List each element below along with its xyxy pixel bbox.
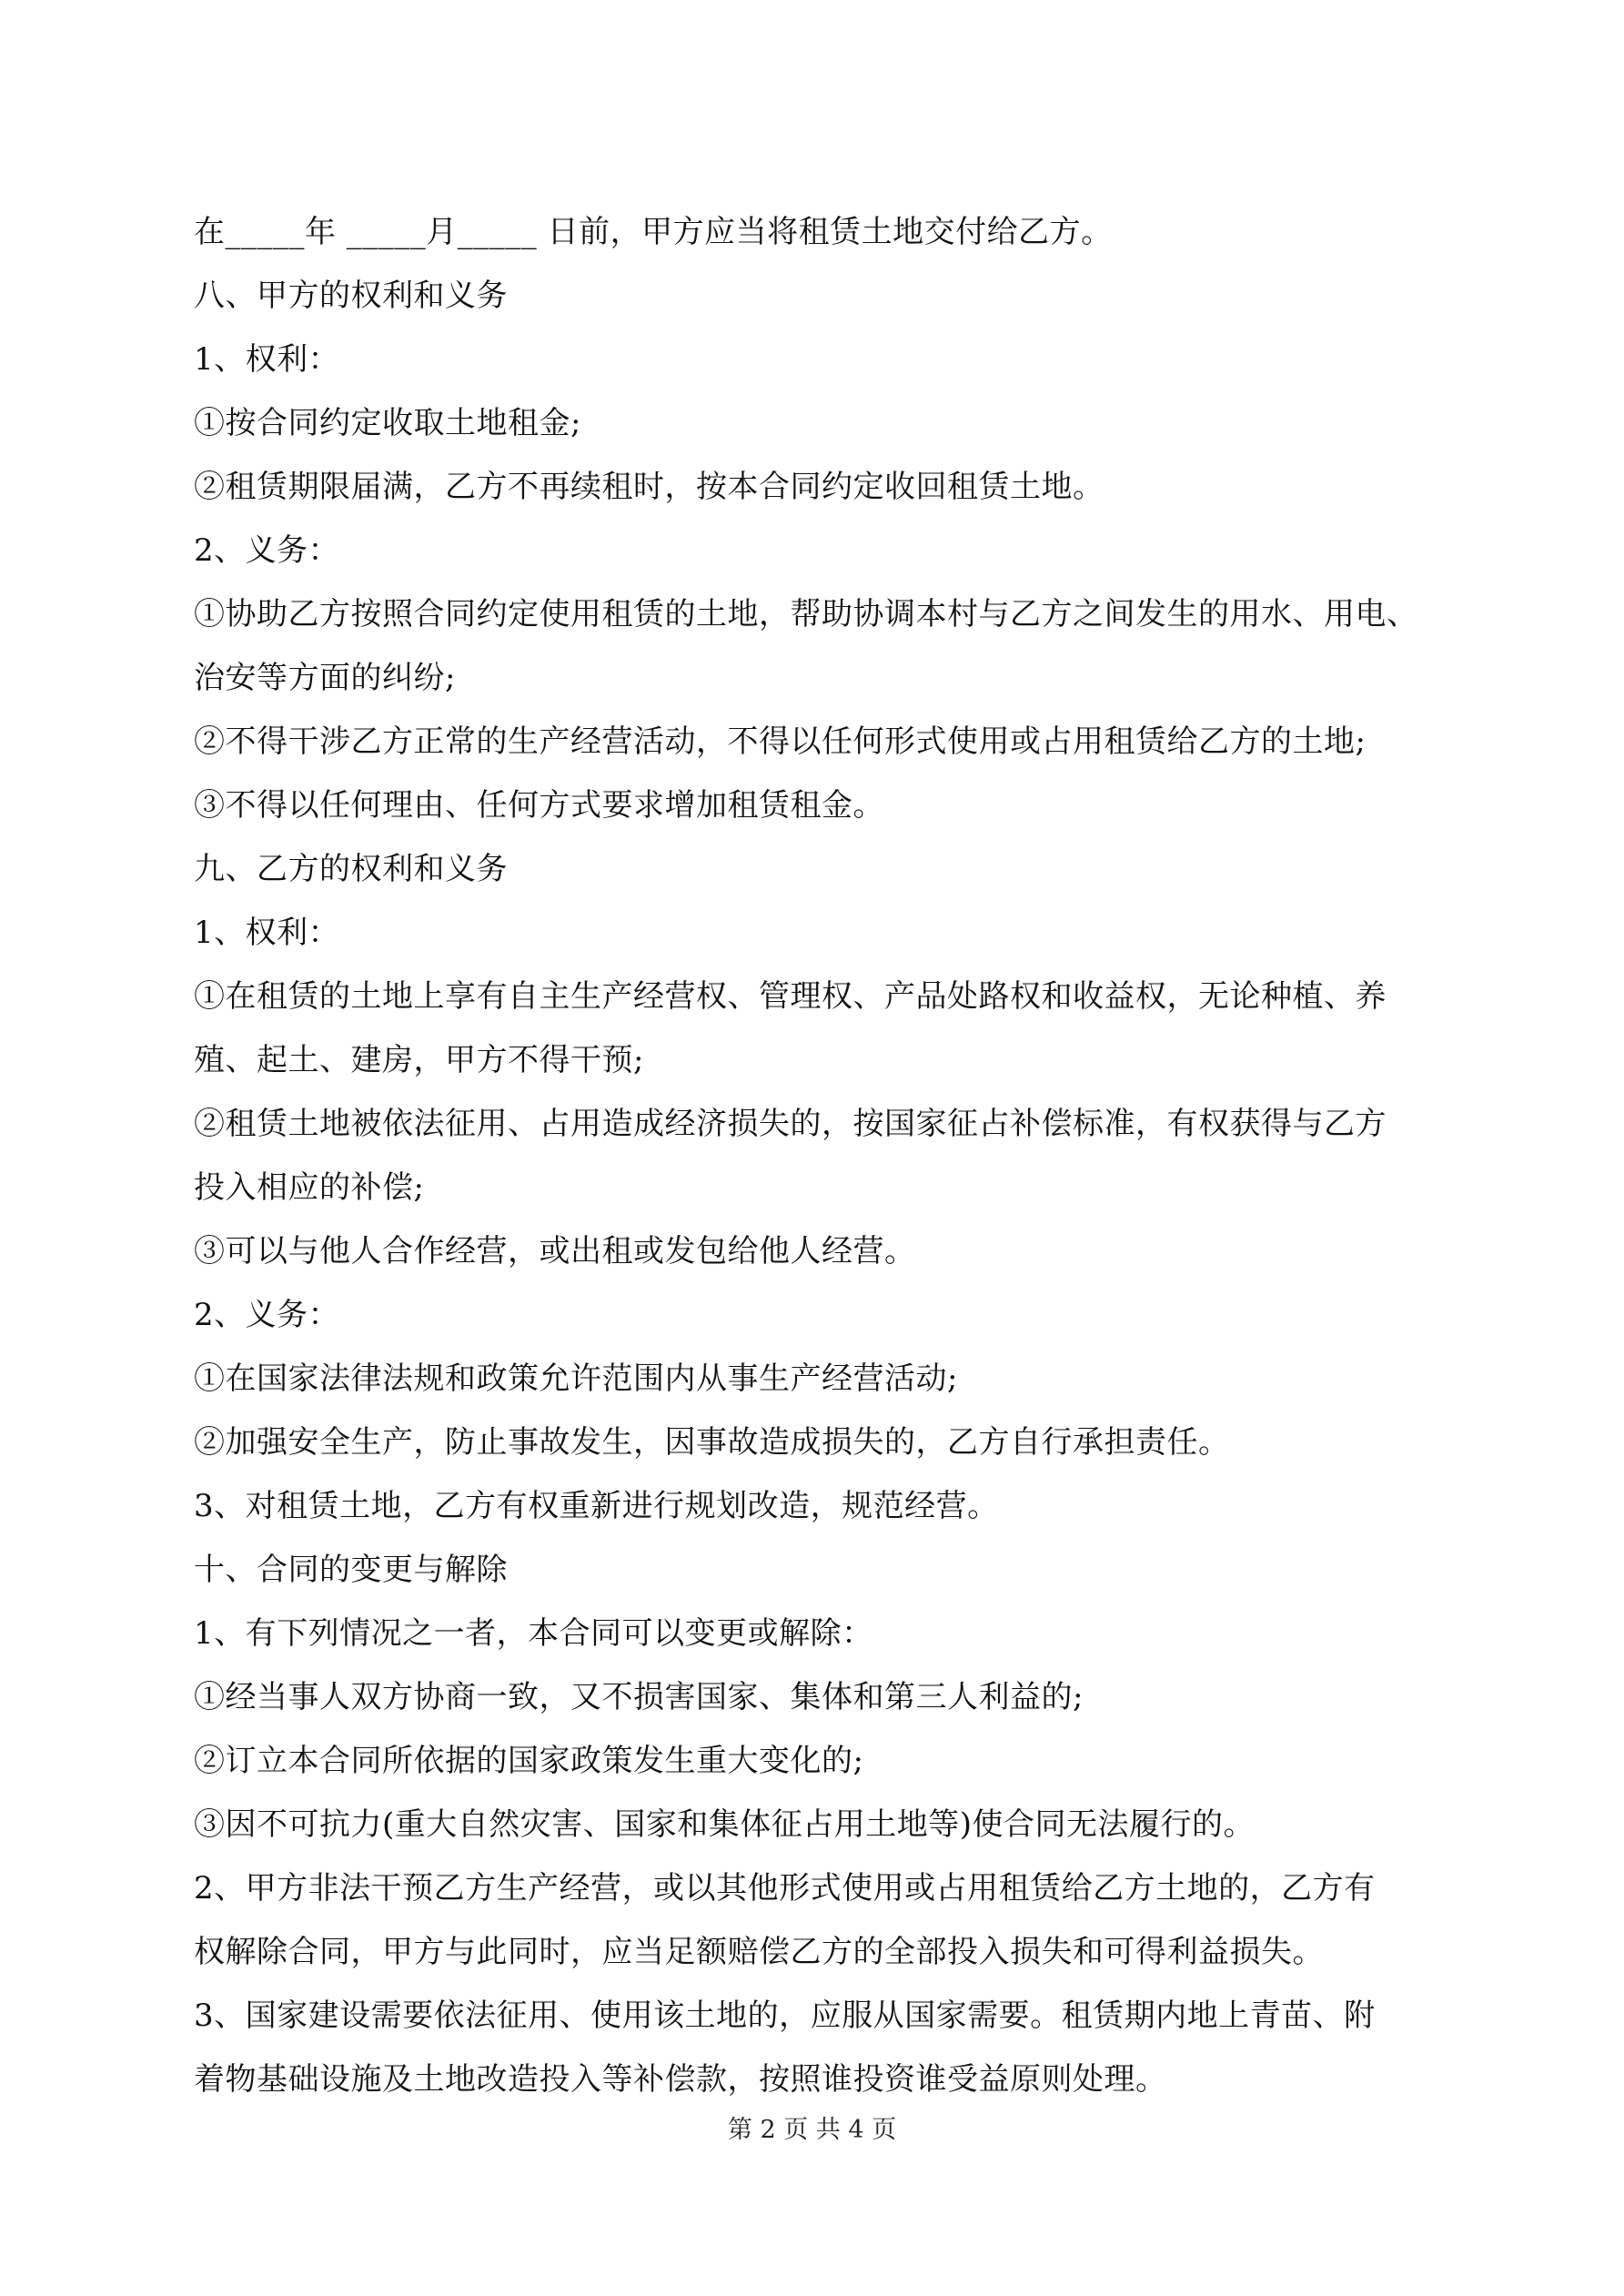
text-line: ①在租赁的土地上享有自主生产经营权、管理权、产品处路权和收益权，无论种植、养	[194, 978, 1387, 1015]
document-body	[194, 200, 1440, 2111]
text-line: ①在国家法律法规和政策允许范围内从事生产经营活动;	[194, 1360, 958, 1397]
text-line: ③不得以任何理由、任何方式要求增加租赁租金。	[194, 787, 884, 824]
text-line: ②租赁期限届满，乙方不再续租时，按本合同约定收回租赁土地。	[194, 469, 1105, 505]
subsection-heading: 1、权利：	[194, 341, 340, 378]
section-heading: 八、甲方的权利和义务	[194, 278, 508, 314]
text-line: 3、对租赁土地，乙方有权重新进行规划改造，规范经营。	[194, 1488, 999, 1524]
text-line: 2、甲方非法干预乙方生产经营，或以其他形式使用或占用租赁给乙方土地的，乙方有	[194, 1870, 1376, 1907]
text-line: ②加强安全生产，防止事故发生，因事故造成损失的，乙方自行承担责任。	[194, 1424, 1230, 1461]
text-line: ③可以与他人合作经营，或出租或发包给他人经营。	[194, 1233, 916, 1269]
text-line: ①协助乙方按照合同约定使用租赁的土地，帮助协调本村与乙方之间发生的用水、用电、	[194, 596, 1418, 632]
text-line: 治安等方面的纠纷;	[194, 660, 456, 696]
text-line: ②租赁土地被依法征用、占用造成经济损失的，按国家征占补偿标准，有权获得与乙方	[194, 1106, 1387, 1142]
page-number-footer: 第 2 页 共 4 页	[727, 2116, 897, 2144]
text-line: 殖、起土、建房，甲方不得干预;	[194, 1042, 644, 1078]
text-line: 3、国家建设需要依法征用、使用该土地的，应服从国家需要。租赁期内地上青苗、附	[194, 1998, 1376, 2034]
subsection-heading: 2、义务：	[194, 1297, 340, 1333]
text-line: 权解除合同，甲方与此同时，应当足额赔偿乙方的全部投入损失和可得利益损失。	[194, 1934, 1324, 1970]
text-line: ③因不可抗力(重大自然灾害、国家和集体征占用土地等)使合同无法履行的。	[194, 1806, 1256, 1843]
text-line: ①按合同约定收取土地租金;	[194, 405, 581, 441]
text-line: 在_____年 _____月_____ 日前，甲方应当将租赁土地交付给乙方。	[194, 214, 1113, 250]
text-line: ①经当事人双方协商一致，又不损害国家、集体和第三人利益的;	[194, 1679, 1084, 1715]
text-line: 投入相应的补偿;	[194, 1169, 425, 1206]
subsection-heading: 2、义务：	[194, 532, 340, 569]
subsection-heading: 1、权利：	[194, 915, 340, 951]
section-heading: 十、合同的变更与解除	[194, 1552, 508, 1588]
text-line: ②不得干涉乙方正常的生产经营活动，不得以任何形式使用或占用租赁给乙方的土地;	[194, 723, 1367, 760]
section-heading: 九、乙方的权利和义务	[194, 851, 508, 887]
text-line: ②订立本合同所依据的国家政策发生重大变化的;	[194, 1743, 864, 1779]
text-line: 着物基础设施及土地改造投入等补偿款，按照谁投资谁受益原则处理。	[194, 2061, 1167, 2098]
text-line: 1、有下列情况之一者，本合同可以变更或解除：	[194, 1615, 873, 1652]
